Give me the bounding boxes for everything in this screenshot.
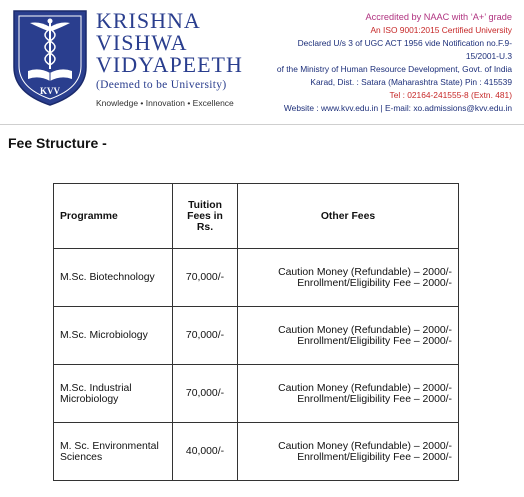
- phone-line: Tel : 02164-241555-8 (Extn. 481): [389, 90, 512, 100]
- header-tuition-fees: Tuition Fees in Rs.: [173, 184, 238, 249]
- table-row: [54, 249, 459, 307]
- header-divider: [0, 124, 524, 125]
- programme-cell: M. Sc. Environmental Sciences: [54, 423, 173, 481]
- tuition-cell: 70,000/-: [173, 365, 238, 423]
- programme-cell: M.Sc. Biotechnology: [54, 249, 173, 307]
- university-name-line-1: KRISHNA: [96, 8, 201, 33]
- declaration-line-2: of the Ministry of Human Resource Development, Govt. of India: [276, 64, 512, 74]
- caution-money-line: Caution Money (Refundable) – 2000/-: [278, 440, 452, 452]
- website-link[interactable]: Website : www.kvv.edu.in: [283, 103, 379, 113]
- university-name-line-3: VIDYAPEETH: [96, 52, 243, 77]
- caution-money-line: Caution Money (Refundable) – 2000/-: [278, 324, 452, 336]
- programme-cell: M.Sc. Industrial Microbiology: [54, 365, 173, 423]
- crest-initials: KVV: [40, 86, 60, 96]
- table-row: [54, 307, 459, 365]
- naac-accreditation: Accredited by NAAC with ‘A+’ grade: [365, 12, 512, 22]
- table-header-row: [54, 184, 459, 249]
- table-row: [54, 365, 459, 423]
- tuition-cell: 70,000/-: [173, 249, 238, 307]
- fee-structure-table: [53, 183, 459, 481]
- accreditation-contact-block: [272, 11, 512, 115]
- declaration-line-1: Declared U/s 3 of UGC ACT 1956 vide Notification no.F.9-15/2001-U.3: [297, 38, 512, 61]
- section-title: Fee Structure -: [8, 135, 107, 151]
- programme-cell: M.Sc. Microbiology: [54, 307, 173, 365]
- table-row: [54, 423, 459, 481]
- deemed-university-note: (Deemed to be University): [96, 79, 227, 91]
- university-name-block: [96, 10, 243, 108]
- other-fees-cell: [238, 249, 459, 307]
- university-crest-logo: [10, 7, 90, 107]
- email-link[interactable]: E-mail: xo.admissions@kvv.edu.in: [384, 103, 512, 113]
- caution-money-line: Caution Money (Refundable) – 2000/-: [278, 382, 452, 394]
- enrollment-fee-line: Enrollment/Eligibility Fee – 2000/-: [297, 393, 452, 405]
- enrollment-fee-line: Enrollment/Eligibility Fee – 2000/-: [297, 277, 452, 289]
- header-other-fees: Other Fees: [238, 184, 459, 249]
- contact-separator: |: [380, 103, 385, 113]
- header-programme: Programme: [54, 184, 173, 249]
- enrollment-fee-line: Enrollment/Eligibility Fee – 2000/-: [297, 335, 452, 347]
- other-fees-cell: [238, 423, 459, 481]
- university-name-line-2: VISHWA: [96, 30, 188, 55]
- tuition-cell: 70,000/-: [173, 307, 238, 365]
- enrollment-fee-line: Enrollment/Eligibility Fee – 2000/-: [297, 451, 452, 463]
- caution-money-line: Caution Money (Refundable) – 2000/-: [278, 266, 452, 278]
- iso-certification: An ISO 9001:2015 Certified University: [370, 25, 512, 35]
- address-line: Karad, Dist. : Satara (Maharashtra State) Pin : 415539: [310, 77, 512, 87]
- tagline: Knowledge • Innovation • Excellence: [96, 98, 234, 108]
- tuition-cell: 40,000/-: [173, 423, 238, 481]
- other-fees-cell: [238, 365, 459, 423]
- other-fees-cell: [238, 307, 459, 365]
- web-contact-line: [272, 102, 512, 115]
